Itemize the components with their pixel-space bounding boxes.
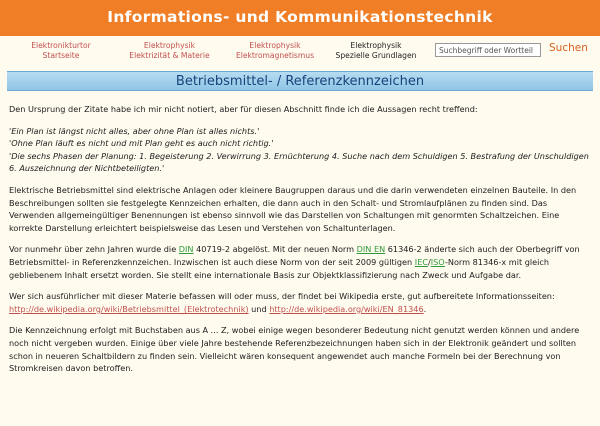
site-title: Informations- und Kommunikationstechnik — [107, 8, 493, 26]
kennzeichnung-paragraph: Die Kennzeichnung erfolgt mit Buchstaben aus A ... Z, wobei einige wegen besonderer Bedeutung nicht genutzt werden können und andere noch nicht vergeben wurden. Einige über viele Jahre bestehende Referenzbezeichnungen haben sich in der Elektronik geändert und sollten schon in neueren Schaltbildern zu finden sein. Vielleicht wären konsequent angewendet auch manche Formeln bei der Berechnung von Stromkreisen davon betroffen. — [9, 325, 580, 374]
nav-item-elektrizitaet[interactable] — [112, 41, 227, 61]
wiki-link-betriebsmittel[interactable]: http://de.wikipedia.org/wiki/Betriebsmittel_(Elektrotechnik) — [9, 303, 249, 314]
nav-item-line1: Elektrophysik — [249, 41, 301, 50]
nav-item-line2: Startseite — [42, 51, 80, 60]
nav-item-startseite[interactable] — [6, 41, 116, 61]
quote-3: 'Die sechs Phasen der Planung: 1. Begeisterung 2. Verwirrung 3. Ernüchterung 4. Suche nach dem Schuldigen 5. Bestrafung der Unschuldigen 6. Auszeichnung der Nichtbeteiligten.' — [9, 150, 589, 174]
wiki-text: Wer sich ausführlicher mit dieser Materie befassen will oder muss, der findet bei Wikipedia erste, gut aufbereitete Informationsseiten: — [9, 291, 555, 302]
site-header — [0, 0, 600, 36]
quotes-block — [9, 125, 593, 175]
article-body — [9, 103, 593, 384]
wiki-text: . — [423, 303, 427, 314]
nav-item-line1: Elektrophysik — [143, 41, 196, 50]
din-en-link[interactable]: DIN EN — [356, 244, 386, 255]
wikipedia-paragraph — [9, 290, 593, 315]
norm-paragraph — [9, 243, 593, 281]
nav-item-line2: Elektrizität & Materie — [129, 51, 210, 60]
nav-item-spezielle-grundlagen[interactable] — [322, 41, 430, 61]
search-button[interactable]: Suchen — [549, 42, 588, 54]
norm-text: Vor nunmehr über zehn Jahren wurde die — [9, 244, 179, 255]
nav-item-line1: Elektrophysik — [350, 41, 402, 50]
nav-item-elektromagnetismus[interactable] — [220, 41, 330, 61]
betriebsmittel-paragraph: Elektrische Betriebsmittel sind elektrische Anlagen oder kleinere Baugruppen daraus und die darin verwendeten einzelnen Bauteile. In den Beschreibungen sollten sie festgelegte Kennzeichen erhalten, die dann auch in den Schalt- und Stromlaufplänen zu finden sind. Das Verwenden allgemeingültiger Benennungen ist ebenso sinnvoll wie das Darstellen von Schaltungen mit genormten Schaltzeichen. Eine korrekte Darstellung erleichtert beispielsweise das Lesen und Verstehen von Schaltunterlagen. — [9, 184, 577, 233]
quote-2: 'Ohne Plan läuft es nicht und mit Plan geht es auch nicht richtig.' — [9, 138, 274, 149]
quote-1: 'Ein Plan ist längst nicht alles, aber ohne Plan ist alles nichts.' — [9, 125, 260, 136]
wiki-text: und — [248, 303, 270, 314]
norm-text: -Norm 81346-x mit gleich gebliebenem Inhalt ersetzt worden. Sie stellt eine internationale Basis zur Objektklassifizierung nach Zweck und Aufgabe dar. — [9, 256, 550, 280]
iso-link[interactable]: ISO — [430, 256, 445, 267]
din-link[interactable]: DIN — [178, 244, 194, 255]
search-input[interactable] — [435, 43, 541, 57]
wiki-link-en81346[interactable]: http://de.wikipedia.org/wiki/EN_81346 — [269, 303, 424, 314]
page-title: Betriebsmittel- / Referenzkennzeichen — [175, 74, 425, 89]
iec-link[interactable]: IEC — [414, 256, 428, 267]
norm-text: 61346-2 änderte sich auch der Oberbegriff von Betriebsmittel- in Referenzkennzeichen. Inzwischen ist auch diese Norm von der seit 2009 gültigen — [9, 244, 580, 267]
nav-item-line2: Spezielle Grundlagen — [335, 51, 417, 60]
intro-paragraph: Den Ursprung der Zitate habe ich mir nicht notiert, aber für diesen Abschnitt finde ich die Aussagen recht treffend: — [9, 104, 478, 114]
norm-separator: / — [428, 256, 431, 267]
norm-text: 40719-2 abgelöst. Mit der neuen Norm — [193, 244, 357, 255]
nav-item-line1: Elektronikturtor — [31, 41, 91, 50]
nav-item-line2: Elektromagnetismus — [235, 51, 315, 60]
page-heading-bar — [7, 71, 593, 91]
